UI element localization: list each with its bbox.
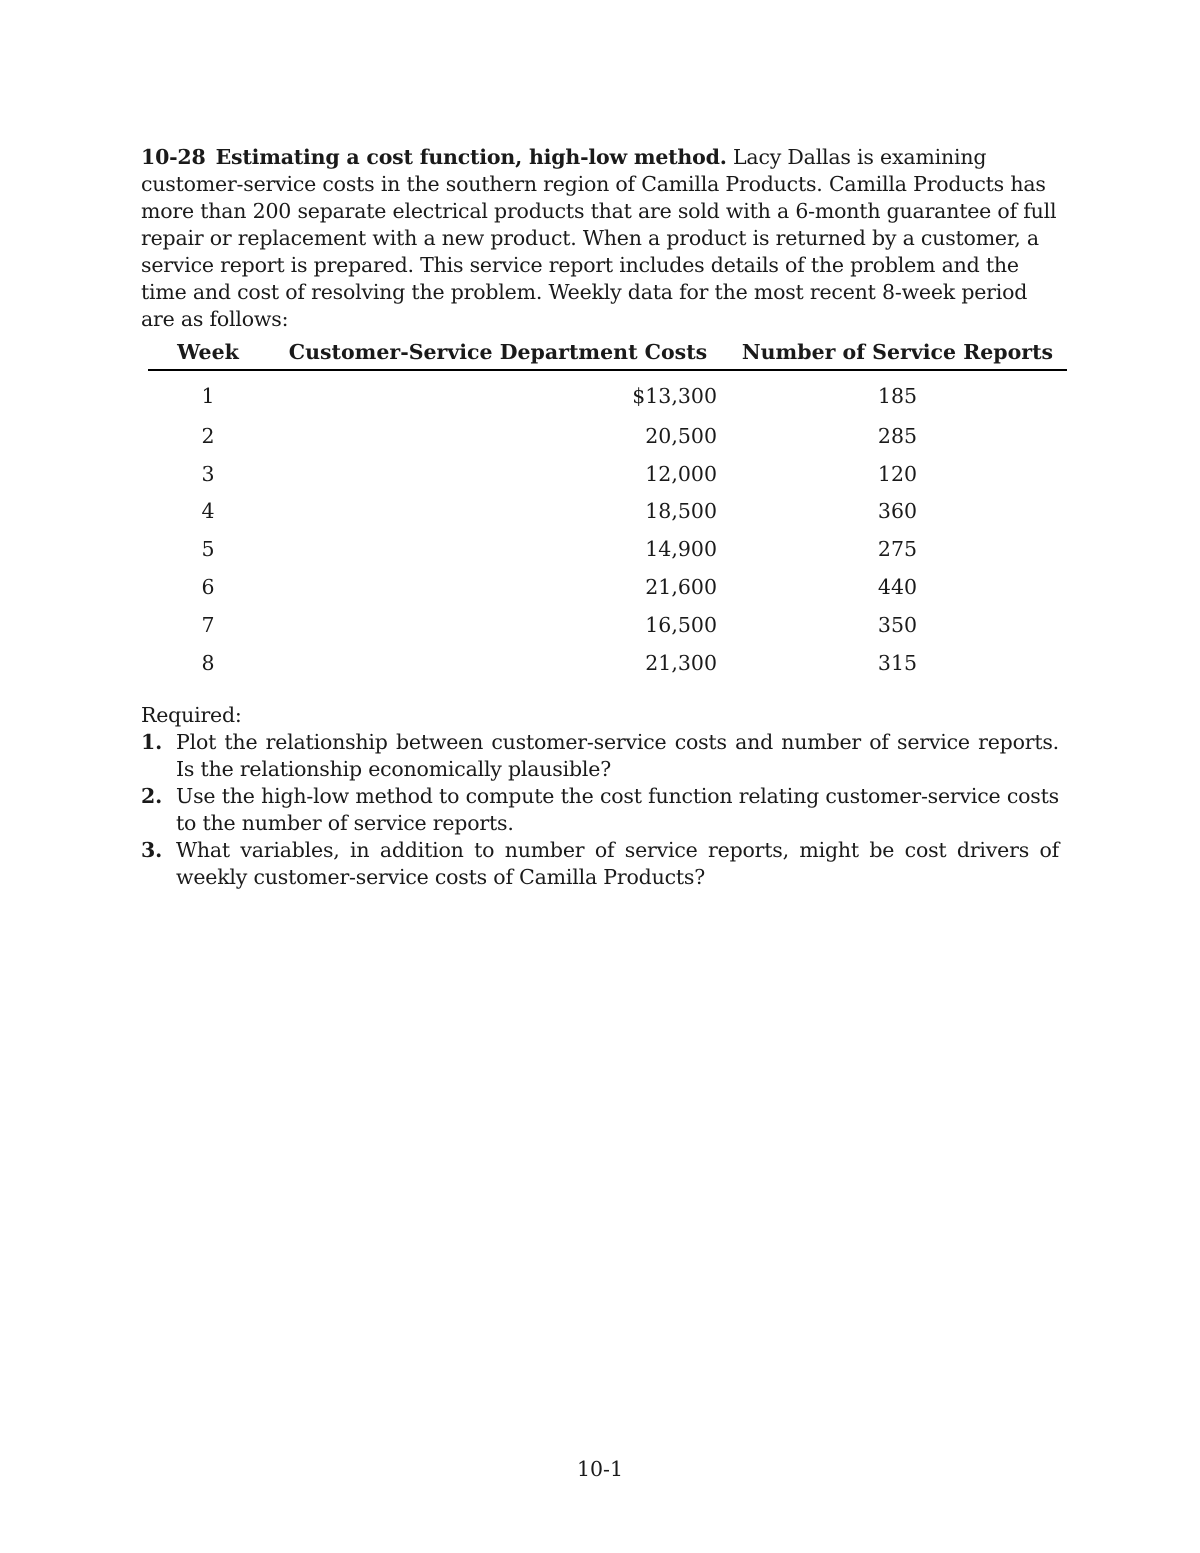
required-item	[141, 783, 1059, 837]
header-week: Week	[148, 336, 268, 370]
table-row	[148, 455, 1067, 493]
week-cell: 7	[201, 612, 215, 637]
required-item-number: 3.	[141, 838, 163, 862]
table-row	[148, 417, 1067, 455]
cost-value: 21,600	[645, 575, 717, 600]
cost-cell	[268, 568, 728, 606]
header-reports: Number of Service Reports	[728, 336, 1067, 370]
table-header-row	[148, 336, 1067, 370]
table-row	[148, 493, 1067, 531]
table-row	[148, 370, 1067, 417]
week-cell: 2	[201, 423, 215, 448]
required-item	[141, 837, 1059, 891]
table-row	[148, 530, 1067, 568]
required-section	[141, 702, 1059, 891]
reports-cell: 275	[877, 537, 918, 562]
week-cell: 6	[201, 575, 215, 600]
week-cell: 8	[201, 650, 215, 675]
cost-value: 12,000	[645, 461, 717, 486]
weekly-data-table	[148, 336, 1067, 682]
problem-statement	[141, 144, 1066, 333]
reports-cell: 120	[877, 461, 918, 486]
week-cell: 4	[201, 499, 215, 524]
reports-cell: 185	[877, 384, 918, 408]
cost-cell	[268, 493, 728, 531]
cost-value: 20,500	[645, 423, 717, 448]
required-item-text: What variables, in addition to number of service reports, might be cost drivers of weekly customer-service costs of Camilla Products?	[176, 838, 1059, 889]
required-item-number: 2.	[141, 784, 163, 808]
cost-cell	[268, 417, 728, 455]
cost-cell	[268, 455, 728, 493]
required-item-number: 1.	[141, 730, 163, 754]
required-item-text: Plot the relationship between customer-service costs and number of service reports. Is the relationship economically plausible?	[176, 730, 1059, 781]
required-item-text: Use the high-low method to compute the cost function relating customer-service costs to the number of service reports.	[176, 784, 1059, 835]
cost-value: 14,900	[645, 537, 717, 562]
header-costs: Customer-Service Department Costs	[268, 336, 728, 370]
cost-value: 16,500	[645, 612, 717, 637]
reports-cell: 440	[877, 575, 918, 600]
required-label: Required:	[141, 703, 242, 727]
week-cell: 5	[201, 537, 215, 562]
reports-cell: 350	[877, 612, 918, 637]
table-row	[148, 644, 1067, 682]
table-row	[148, 568, 1067, 606]
cost-value: 21,300	[645, 650, 717, 675]
cost-value: $13,300	[632, 384, 717, 408]
week-cell: 3	[201, 461, 215, 486]
cost-cell	[268, 370, 728, 417]
table-row	[148, 606, 1067, 644]
week-cell: 1	[201, 384, 215, 408]
page-number: 10-1	[576, 1457, 624, 1481]
required-item	[141, 729, 1059, 783]
reports-cell: 360	[877, 499, 918, 524]
cost-cell	[268, 644, 728, 682]
problem-title: Estimating a cost function, high-low method.	[215, 145, 727, 169]
cost-cell	[268, 606, 728, 644]
cost-cell	[268, 530, 728, 568]
reports-cell: 315	[877, 650, 918, 675]
cost-value: 18,500	[645, 499, 717, 524]
problem-number: 10-28	[141, 145, 206, 169]
reports-cell: 285	[877, 423, 918, 448]
problem-body: Lacy Dallas is examining customer-service costs in the southern region of Camilla Products. Camilla Products has more than 200 separate electrical products that are sold with a 6-month guarantee of full repair or replacement with a new product. When a product is returned by a customer, a service report is prepared. This service report includes details of the problem and the time and cost of resolving the problem. Weekly data for the most recent 8-week period are as follows:	[141, 145, 1057, 331]
